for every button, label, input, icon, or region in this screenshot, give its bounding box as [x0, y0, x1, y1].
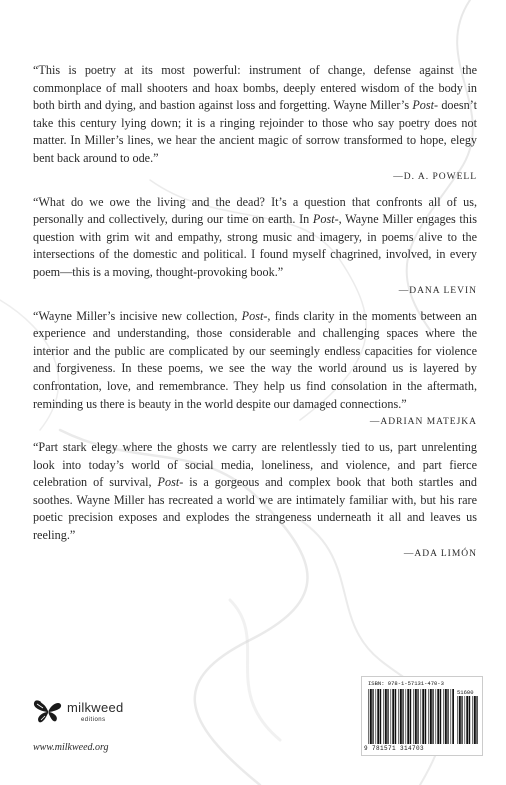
barcode-bar	[385, 689, 387, 744]
barcode-bar	[400, 689, 402, 744]
barcode-bar	[410, 689, 411, 744]
barcode-bar	[447, 689, 448, 744]
barcode-bar	[398, 689, 399, 744]
publisher-wordmark	[63, 699, 124, 723]
blurb-quote: “This is poetry at its most powerful: instrument of change, defense against the commonplace of mall shooters and hoax bombs, deeply entered wisdom of the body in both birth and dying, and bastion against loss and forgetting. Wayne Miller’s Post- doesn’t take this century lying down; it is a ringing rejoinder to those who say poetry does not matter. In Miller’s lines, we hear the ancient magic of sorrow transformed to hope, elegy bent back around to ode.”	[33, 63, 477, 165]
barcode-bar	[415, 689, 417, 744]
barcode-bar	[451, 689, 452, 744]
barcode-bar	[476, 696, 477, 744]
barcode-bar	[436, 689, 437, 744]
barcode-bar	[459, 696, 461, 744]
blurb-author: —DANA LEVIN	[398, 285, 477, 296]
blurb-author: —ADRIAN MATEJKA	[369, 417, 477, 428]
blurb	[33, 62, 477, 182]
ean-digits: 9 781571 314703	[364, 745, 425, 752]
blurb-quote: “Part stark elegy where the ghosts we carry are relentlessly tied to us, part unrelenting look into today’s world of social media, loneliness, and violence, and part fierce celebration of survival, Post- is a gorgeous and complex book that both startles and soothes. Wayne Miller has recreated a world we are intimately familiar with, but his rare poetic precision exposes and explodes the strangeness underneath it all and leaves us reeling.”	[33, 440, 477, 543]
barcode-bar	[425, 689, 426, 744]
barcode-bar	[430, 689, 432, 744]
price-code: 51600	[457, 689, 474, 696]
barcode-bar	[383, 689, 384, 744]
barcode-bar	[457, 696, 458, 744]
barcode-bar	[452, 689, 454, 744]
barcode-bar	[422, 689, 424, 744]
blurb	[33, 439, 477, 559]
barcode-bar	[417, 689, 418, 744]
price-bars	[457, 696, 478, 744]
barcode-bar	[465, 696, 466, 744]
barcode-bar	[428, 689, 429, 744]
barcode-bar	[391, 689, 392, 744]
barcode-bar	[469, 696, 470, 744]
butterfly-icon	[33, 698, 63, 724]
barcode-bar	[466, 696, 468, 744]
barcode-bar	[472, 696, 473, 744]
barcode-bar	[445, 689, 447, 744]
publisher-url[interactable]: www.milkweed.org	[33, 742, 109, 753]
barcode-bar	[392, 689, 394, 744]
barcode-bar	[474, 696, 476, 744]
isbn-label: ISBN: 978-1-57131-470-3	[368, 680, 444, 687]
barcode-bar	[413, 689, 414, 744]
barcode-bar	[437, 689, 439, 744]
barcode-bar	[402, 689, 403, 744]
blurb-author: —ADA LIMÓN	[403, 548, 477, 559]
barcode-bar	[443, 689, 444, 744]
barcode-bar	[377, 689, 379, 744]
barcode-bar	[461, 696, 462, 744]
barcode-bar	[372, 689, 373, 744]
publisher-sub: editions	[80, 717, 106, 723]
blurb	[33, 308, 477, 428]
publisher-logo	[33, 698, 124, 724]
publisher-name: milkweed	[67, 700, 124, 715]
barcode-bar	[368, 689, 369, 744]
barcode-bar	[421, 689, 422, 744]
barcode-bar	[376, 689, 377, 744]
barcode	[361, 676, 483, 756]
barcode-bar	[380, 689, 381, 744]
ean-bars	[368, 689, 454, 744]
barcode-bar	[407, 689, 409, 744]
blurb-quote: “Wayne Miller’s incisive new collection, Post-, finds clarity in the moments between an experience and understanding, those considerable and challenging spaces where the interior and the public are complicated by our seemingly endless capacities for violence and forgiveness. In these poems, we see the way the world around us is layered by confrontation, love, and remembrance. They help us find consolation in the aftermath, reminding us there is beauty in the world despite our damaged connections.”	[33, 308, 477, 411]
barcode-bar	[440, 689, 441, 744]
blurbs-container	[33, 62, 477, 571]
blurb	[33, 194, 477, 296]
barcode-bar	[395, 689, 396, 744]
blurb-author: —D. A. POWELL	[393, 171, 477, 182]
barcode-bar	[406, 689, 407, 744]
barcode-bar	[387, 689, 388, 744]
barcode-bar	[432, 689, 433, 744]
blurb-quote: “What do we owe the living and the dead? It’s a question that confronts all of us, personally and collectively, during our time on earth. In Post-, Wayne Miller engages this question with grim wit and empathy, strong music and imagery, in poems alive to the intersections of the domestic and political. I found myself chagrined, involved, in every poem—this is a moving, thought-provoking book.”	[33, 194, 477, 279]
barcode-bar	[370, 689, 372, 744]
